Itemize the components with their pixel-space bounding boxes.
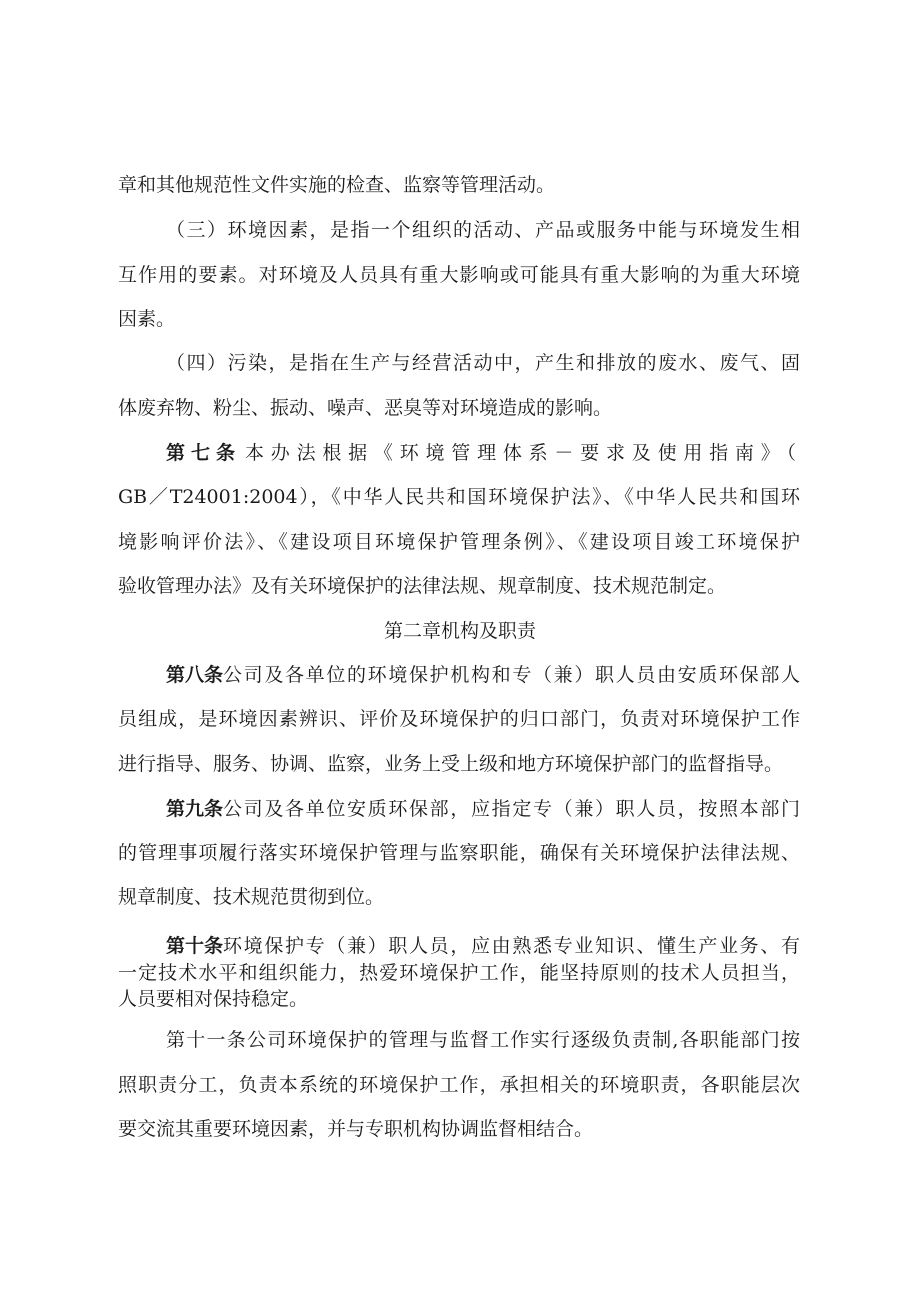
article-7-line: GB／T24001:2004），《中华人民共和国环境保护法》、《中华人民共和国环 [118, 486, 800, 508]
item-3-line: 因素。 [118, 308, 176, 330]
article-7-line: 验收管理办法》及有关环境保护的法律法规、规章制度、技术规范制定。 [118, 575, 727, 597]
article-10-label: 第十条 [166, 935, 224, 957]
item-3-line: （三）环境因素，是指一个组织的活动、产品或服务中能与环境发生相 [166, 219, 800, 241]
article-8-first-line [166, 663, 800, 687]
article-8-label: 第八条 [166, 664, 224, 686]
article-10-line: 一定技术水平和组织能力，热爱环境保护工作，能坚持原则的技术人员担当， [118, 962, 800, 984]
paragraph-line: 章和其他规范性文件实施的检查、监察等管理活动。 [118, 174, 556, 196]
item-4-line: （四）污染，是指在生产与经营活动中，产生和排放的废水、废气、固 [166, 352, 800, 374]
article-10-intro: 环境保护专（兼）职人员，应由熟悉专业知识、懂生产业务、有 [223, 935, 800, 957]
article-9-line: 的管理事项履行落实环境保护管理与监察职能，确保有关环境保护法律法规、 [118, 842, 800, 864]
article-10-first-line [166, 934, 800, 958]
article-7-first-line [166, 441, 800, 465]
article-7-intro: 本办法根据《环境管理体系－要求及使用指南》（ [245, 442, 800, 464]
article-7-line: 境影响评价法》、《建设项目环境保护管理条例》、《建设项目竣工环境保护 [118, 531, 800, 553]
article-10-line: 人员要相对保持稳定。 [118, 988, 309, 1010]
article-8-line: 员组成，是环境因素辨识、评价及环境保护的归口部门，负责对环境保护工作 [118, 708, 800, 730]
article-11-line: 要交流其重要环境因素，并与专职机构协调监督相结合。 [118, 1118, 594, 1140]
article-8-line: 进行指导、服务、协调、监察，业务上受上级和地方环境保护部门的监督指导。 [118, 753, 784, 775]
item-4-line: 体废弃物、粉尘、振动、噪声、恶臭等对环境造成的影响。 [118, 397, 613, 419]
article-11-line: 第十一条公司环境保护的管理与监督工作实行逐级负责制,各职能部门按 [166, 1029, 800, 1051]
article-11-line: 照职责分工，负责本系统的环境保护工作，承担相关的环境职责，各职能层次 [118, 1074, 800, 1096]
article-8-intro: 公司及各单位的环境保护机构和专（兼）职人员由安质环保部人 [223, 664, 800, 686]
item-3-line: 互作用的要素。对环境及人员具有重大影响或可能具有重大影响的为重大环境 [118, 264, 800, 286]
article-9-intro: 公司及各单位安质环保部，应指定专（兼）职人员，按照本部门 [223, 798, 800, 820]
article-9-line: 规章制度、技术规范贯彻到位。 [118, 886, 385, 908]
article-9-first-line [166, 797, 800, 821]
chapter-title: 第二章机构及职责 [383, 620, 536, 642]
article-7-label: 第七条 [166, 442, 242, 464]
article-9-label: 第九条 [166, 798, 224, 820]
